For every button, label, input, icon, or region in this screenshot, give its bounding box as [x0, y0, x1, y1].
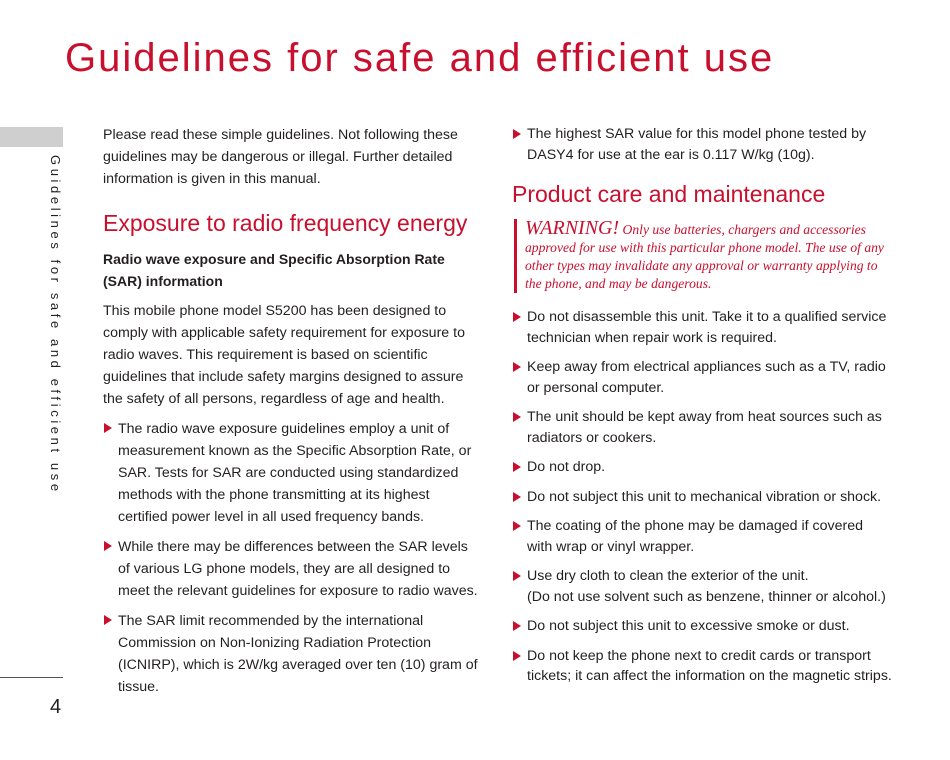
bullet-arrow-icon: [513, 521, 521, 531]
list-item-text: Use dry cloth to clean the exterior of the unit.: [527, 568, 809, 584]
s5200-paragraph: This mobile phone model S5200 has been designed to comply with applicable safety requirement for exposure to radio waves. This requirement is based on scientific guidelines that include safety margins designed to assure the safety of all persons, regardless of age and health.: [103, 303, 465, 407]
list-item-text: The unit should be kept away from heat sources such as radiators or cookers.: [527, 409, 882, 446]
list-item-text: Do not subject this unit to excessive smoke or dust.: [527, 618, 850, 634]
footer-rule: [0, 677, 63, 678]
list-item: [512, 457, 892, 478]
list-item: [512, 487, 892, 508]
list-item: [512, 124, 892, 165]
list-item-text: Do not subject this unit to mechanical vibration or shock.: [527, 488, 882, 505]
list-item: [103, 418, 483, 528]
bullet-arrow-icon: [513, 492, 521, 502]
list-item: [103, 610, 483, 698]
side-section-label: Guidelines for safe and efficient use: [48, 155, 63, 495]
bullet-arrow-icon: [513, 651, 521, 661]
page-number: 4: [50, 696, 62, 718]
bullet-arrow-icon: [513, 571, 521, 581]
rf-exposure-heading: Exposure to radio frequency energy: [103, 210, 468, 236]
list-item-text: While there may be differences between the SAR levels of various LG phone models, they are all designed to meet the relevant guidelines for exposure to radio waves.: [118, 539, 478, 599]
list-item: [512, 646, 892, 687]
list-item-text: Do not drop.: [527, 459, 606, 475]
left-column: [103, 124, 483, 706]
intro-paragraph: Please read these simple guidelines. Not following these guidelines may be dangerous or illegal. Further detailed information is given in this manual.: [103, 127, 458, 187]
side-tab-marker: [0, 127, 63, 147]
bullet-arrow-icon: [513, 621, 521, 631]
right-column: [512, 124, 892, 696]
list-item: [512, 566, 892, 607]
bullet-arrow-icon: [513, 312, 521, 322]
list-item-text: The radio wave exposure guidelines employ a unit of measurement known as the Specific Absorption Rate, or SAR. Tests for SAR are conducted using standardized methods with the phone transmitting at its highest certified power level in all used frequency bands.: [118, 421, 472, 525]
bullet-arrow-icon: [513, 412, 521, 422]
list-item: [512, 357, 892, 398]
bullet-arrow-icon: [104, 615, 112, 625]
bullet-arrow-icon: [513, 362, 521, 372]
list-item-text: Do not disassemble this unit. Take it to a qualified service technician when repair work is required.: [527, 309, 887, 346]
list-item-text: The SAR limit recommended by the international Commission on Non-Ionizing Radiation Protection (ICNIRP), which is 2W/kg averaged over ten (10) gram of tissue.: [118, 613, 478, 695]
warning-text: Only use batteries, chargers and accessories approved for use with this particular phone model. The use of any other types may invalidate any approval or warranty applying to the phone, and may be dangerous.: [525, 222, 884, 291]
warning-label: WARNING!: [525, 217, 620, 239]
list-item-text: The coating of the phone may be damaged if covered with wrap or vinyl wrapper.: [527, 518, 863, 555]
page-title: Guidelines for safe and efficient use: [65, 36, 775, 80]
list-item: [512, 616, 892, 637]
bullet-arrow-icon: [513, 129, 521, 139]
bullet-arrow-icon: [104, 423, 112, 433]
list-item-text: The highest SAR value for this model phone tested by DASY4 for use at the ear is 0.117 W/kg (10g).: [527, 126, 867, 163]
product-care-heading: Product care and maintenance: [512, 181, 826, 207]
list-item: [512, 516, 892, 557]
sar-subheading: Radio wave exposure and Specific Absorption Rate (SAR) information: [103, 251, 445, 289]
warning-box: [514, 219, 892, 293]
list-item-text: Keep away from electrical appliances such as a TV, radio or personal computer.: [527, 359, 886, 396]
list-item: [103, 536, 483, 602]
dry-cloth-note: (Do not use solvent such as benzene, thinner or alcohol.): [527, 588, 886, 605]
list-item: [512, 407, 892, 448]
list-item: [512, 307, 892, 348]
list-item-text: Do not keep the phone next to credit cards or transport tickets; it can affect the information on the magnetic strips.: [527, 647, 892, 684]
bullet-arrow-icon: [104, 541, 112, 551]
bullet-arrow-icon: [513, 462, 521, 472]
